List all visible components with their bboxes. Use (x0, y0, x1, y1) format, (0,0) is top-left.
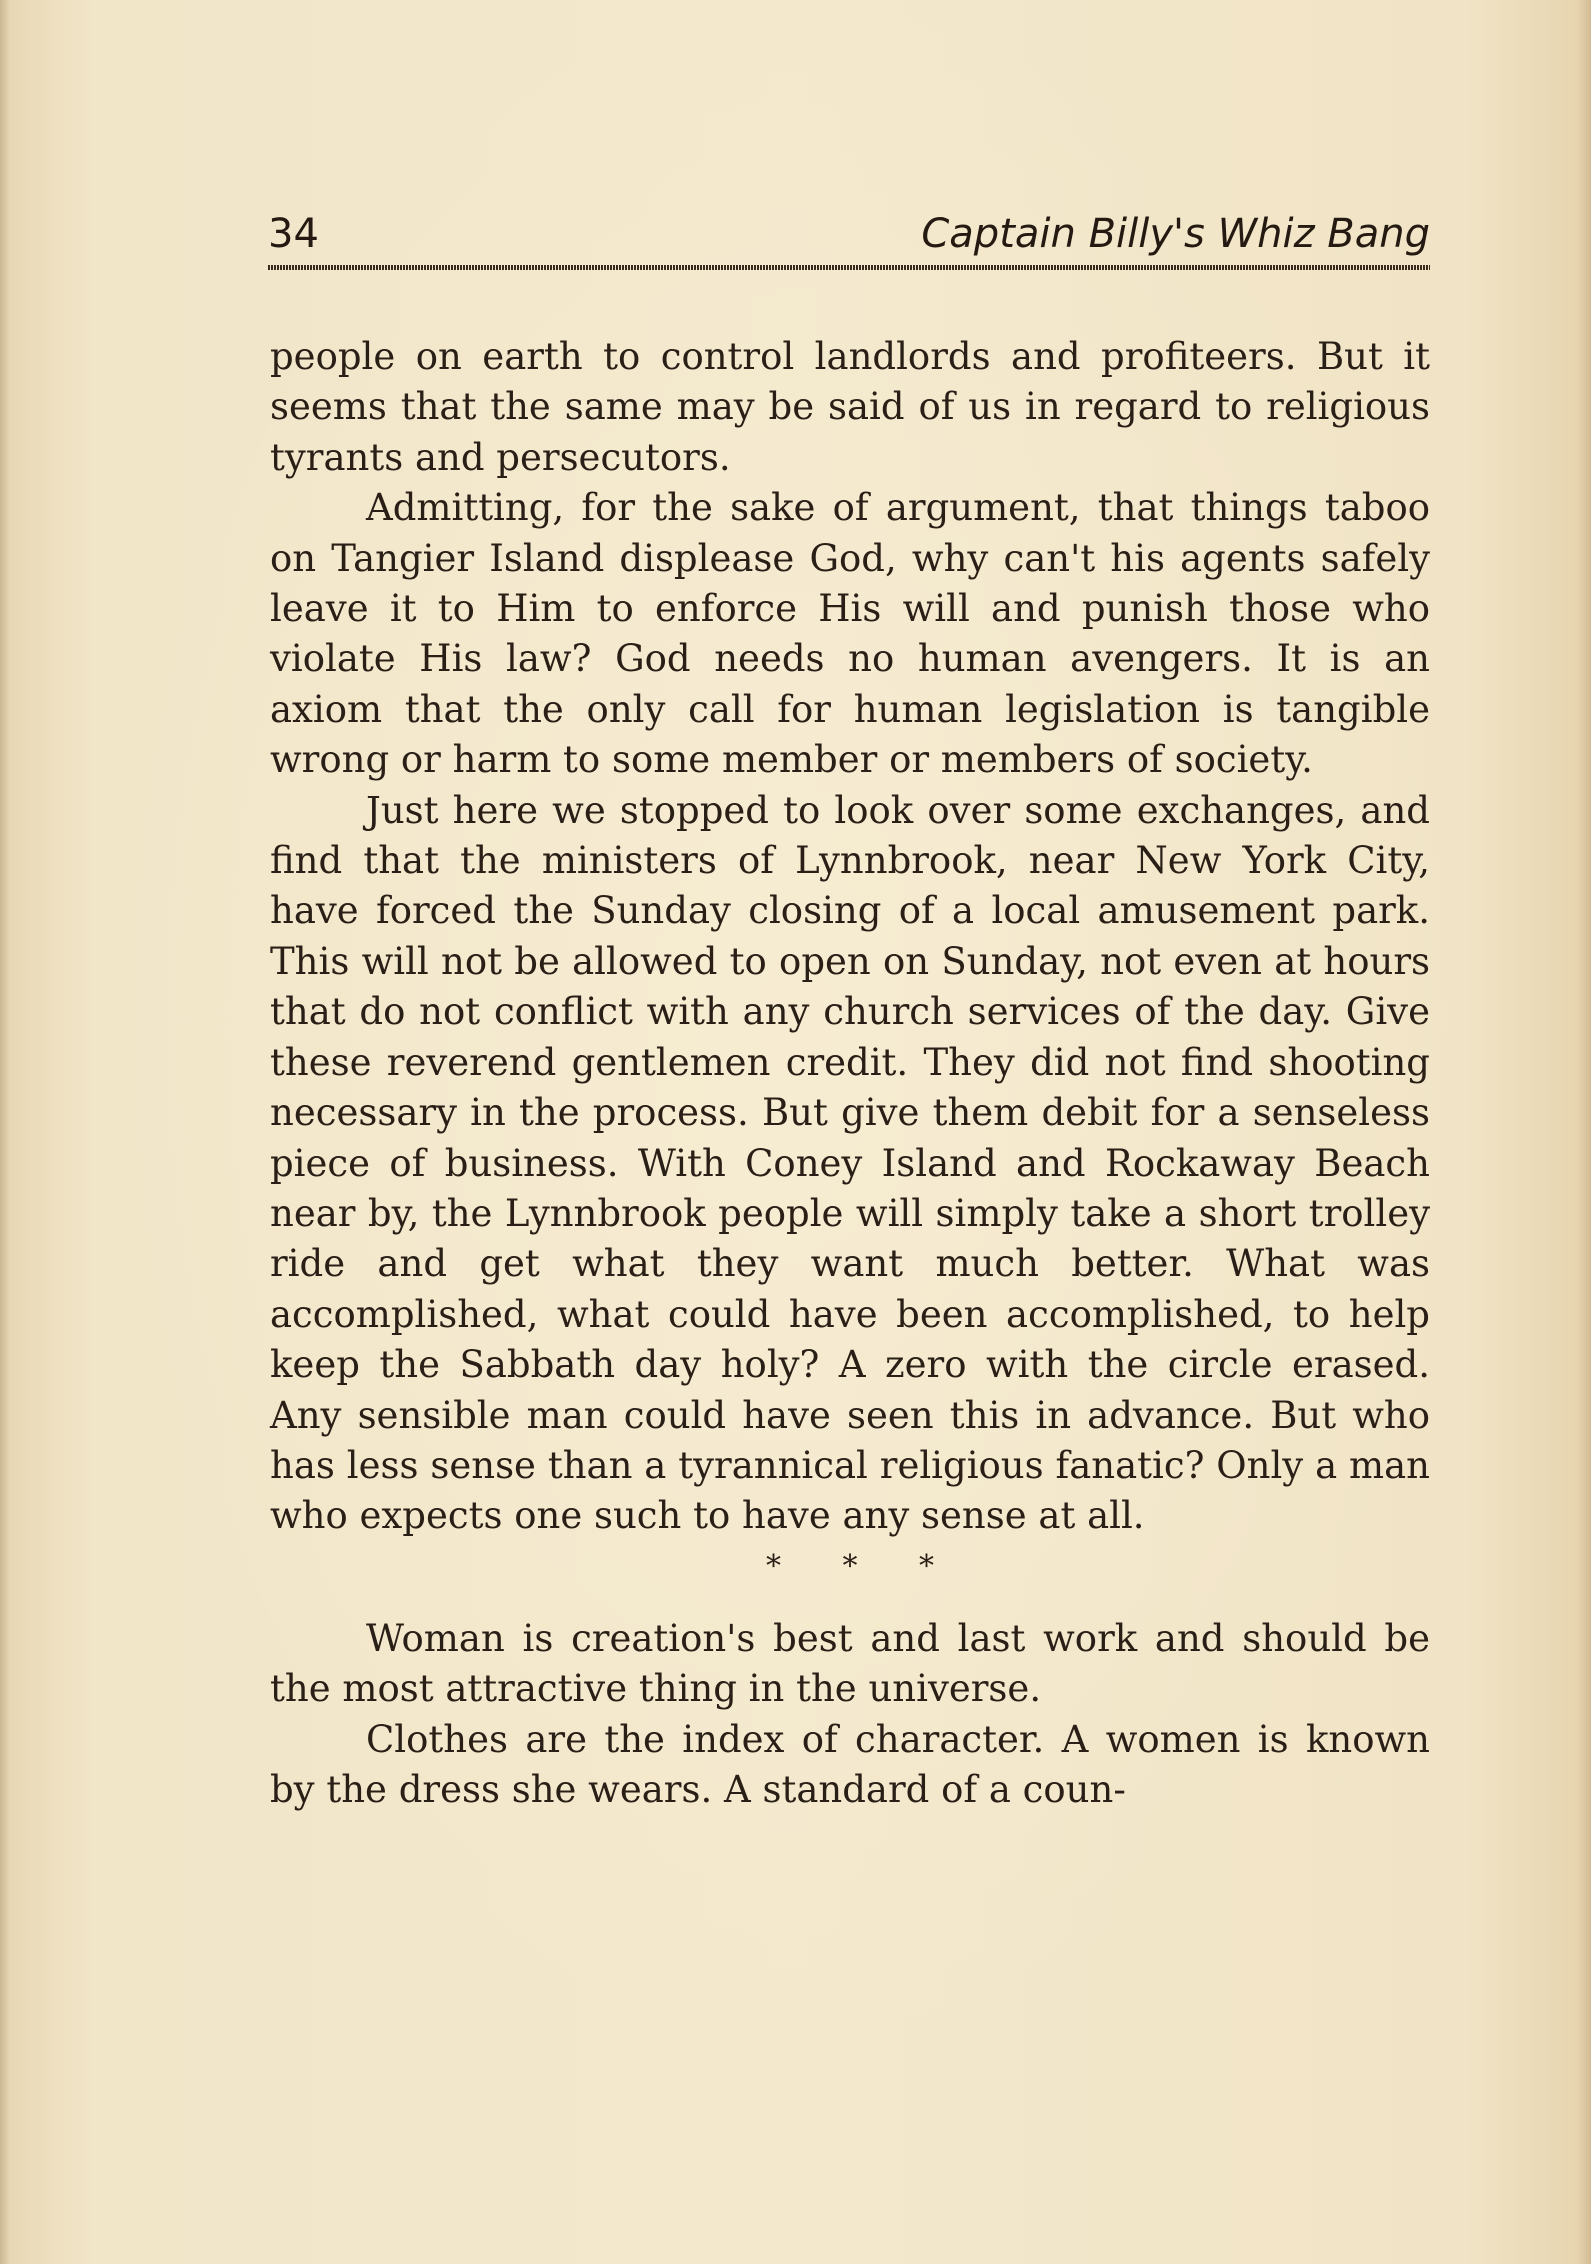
page-edge-left (0, 0, 10, 2264)
paragraph-3: Just here we stopped to look over some exchanges, and find that the ministers of Lynnbrook, near New York City, have forced the Sunday closing of a local amusement park. This will not be allowed to open on Sunday, not even at hours that do not conflict with any church services of the day. Give these reverend gentlemen credit. They did not find shooting necessary in the process. But give them debit for a senseless piece of business. With Coney Island and Rockaway Beach near by, the Lynnbrook people will simply take a short trolley ride and get what they want much better. What was accomplished, what could have been accomplished, to help keep the Sabbath day holy? A zero with the circle erased. Any sensible man could have seen this in advance. But who has less sense than a tyrannical religious fanatic? Only a man who expects one such to have any sense at all. (270, 788, 1430, 1538)
paragraph-4: Woman is creation's best and last work and should be the most attractive thing in the universe. (270, 1616, 1430, 1711)
section-separator (270, 1542, 1430, 1592)
paragraph-2: Admitting, for the sake of argument, that things taboo on Tangier Island displease God, why can't his agents safely leave it to Him to enforce His will and punish those who violate His law? God needs no human avengers. It is an axiom that the only call for human legislation is tangible wrong or harm to some member or members of society. (270, 486, 1430, 782)
page-edge-right (1577, 0, 1591, 2264)
body-text (270, 332, 1430, 1815)
running-title: Captain Billy's Whiz Bang (921, 211, 1430, 257)
paragraph-1: people on earth to control landlords and profiteers. But it seems that the same may be said of us in regard to religious tyrants and persecutors. (270, 335, 1430, 479)
paragraph-5: Clothes are the index of character. A women is known by the dress she wears. A standard of a coun- (270, 1717, 1430, 1811)
header-rule (268, 265, 1430, 270)
separator-asterisk: * (842, 1548, 858, 1584)
separator-asterisk: * (765, 1548, 781, 1584)
separator-asterisk: * (919, 1548, 935, 1584)
page-header (268, 204, 1430, 274)
page-number: 34 (268, 211, 319, 257)
